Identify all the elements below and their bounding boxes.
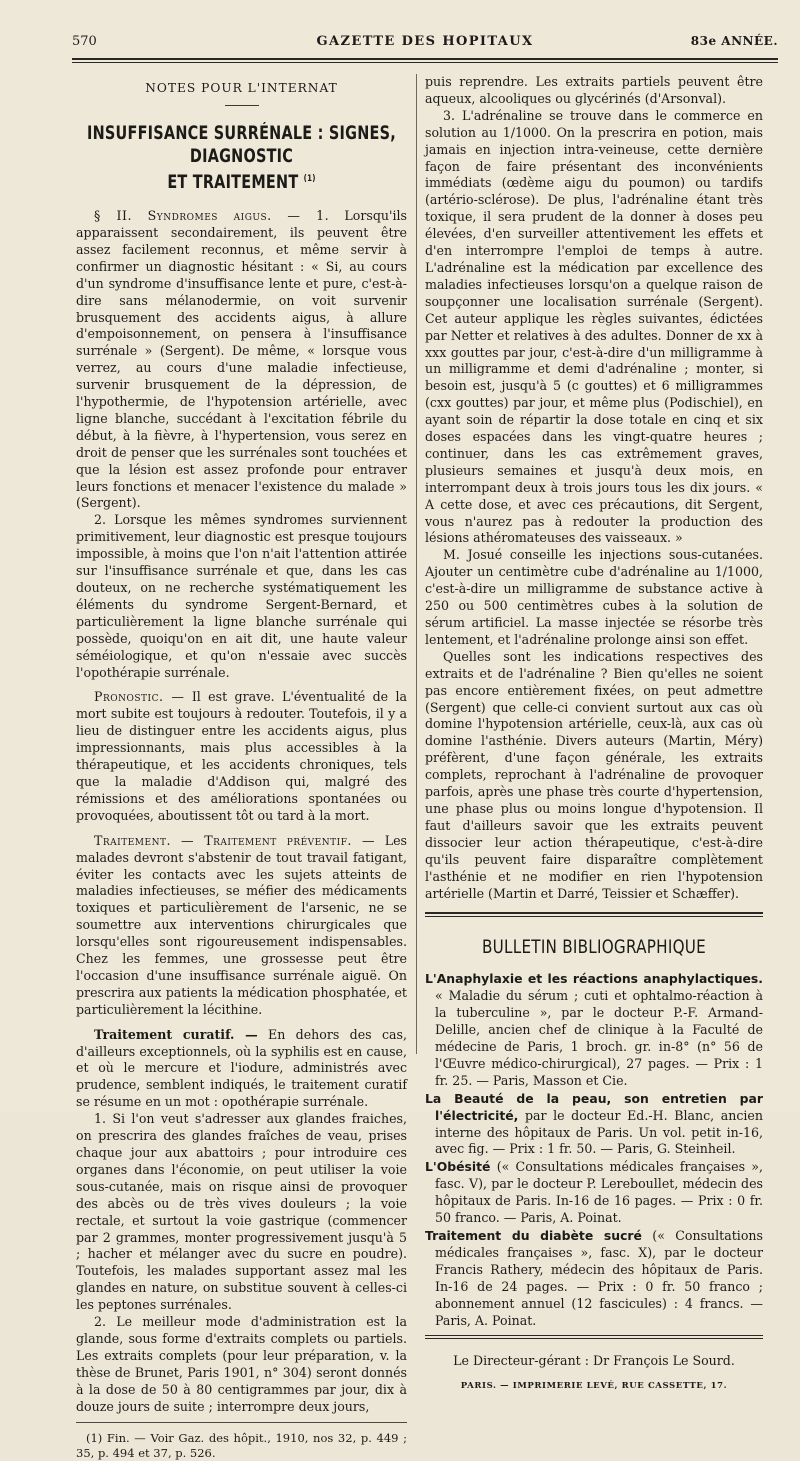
- page-number: 570: [72, 34, 97, 49]
- left-column: [76, 74, 407, 1461]
- printer-imprint: PARIS. — IMPRIMERIE LEVÉ, RUE CASSETTE, 17.: [460, 1381, 728, 1392]
- paragraph-heading: Traitement. — Traitement préventif. —: [94, 832, 376, 848]
- paragraph-continuation: puis reprendre. Les extraits partiels peuvent être aqueux, alcooliques ou glycérinés (d'Arsonval).: [425, 74, 763, 106]
- director-signature: Le Directeur-gérant : Dr François Le Sourd.: [453, 1353, 735, 1369]
- signature-rule-thin: [425, 1338, 763, 1339]
- bib-entry-beaute: [425, 1091, 763, 1159]
- bib-entry-title: L'Obésité: [425, 1159, 491, 1175]
- paragraph-traitement-curatif: [76, 1027, 407, 1112]
- page-header: [72, 32, 778, 54]
- paragraph-adrenaline: 3. L'adrénaline se trouve dans le commerce en solution au 1/1000. On la prescrira en potion, mais jamais en injection intra-veineuse, cette dernière façon de faire présentant des inconvénients immédiats (œdème aigu du poumon) ou tardifs (artério-sclérose). De plus, l'adrénaline étant très toxique, il sera prudent de la donner à doses peu élevées, d'en surveiller attentivement les effets et d'en interrompre l'emploi de temps à autre. L'adrénaline est la médication par excellence des maladies infectieuses lorsqu'on a quelque raison de soupçonner une localisation surrénale (Sergent). Cet auteur applique les règles suivantes, édictées par Netter et relatives à des adultes. Donner de xx à xxx gouttes par jour, c'est-à-dire d'un milligramme à un milligramme et demi d'adrénaline ; monter, si besoin est, jusqu'à 5 (c gouttes) et 6 milligrammes (cxx gouttes) par jour, et même plus (Podischiel), en ayant soin de répartir la dose totale en cinq et six doses espacées dans les vingt-quatre heures ; continuer, dans les cas extrêmement graves, plusieurs semaines et jusqu'à deux mois, en interrompant deux à trois jours tous les dix jours. « A cette dose, et avec ces précautions, dit Sergent, vous n'aurez pas à redouter la production des lésions athéromateuses des vaisseaux. »: [425, 107, 763, 546]
- bib-entry-title: La Beauté de la peau, son entretien par l'électricité,: [425, 1090, 763, 1123]
- bib-entry-text: « Maladie du sérum ; cuti et ophtalmo-réaction à la tuberculine », par le docteur P.-F. Armand-Delille, ancien chef de clinique à la Faculté de médecine de Paris, 1 broch. gr. in-8° (n° 56 de l'Œuvre médico-chirurgical), 27 pages. — Prix : 1 fr. 25. — Paris, Masson et Cie.: [435, 988, 763, 1088]
- header-rule: [72, 58, 778, 60]
- signature-rule: [425, 1335, 763, 1336]
- paragraph-glandes-fraiches: 1. Si l'on veut s'adresser aux glandes fraiches, on prescrira des glandes fraîches de veau, prises chaque jour aux abattoirs ; pour introduire ces organes dans l'économie, on peut utiliser la voie sous-cutanée, mais on risque ainsi de provoquer des abcès ou de très vives douleurs ; la voie rectale, et surtout la voie gastrique (commencer par 2 grammes, monter progressivement jusqu'à 5 ; hacher et mélanger avec du sucre en poudre). Toutefois, les malades supportant assez mal les glandes en nature, on substitue souvent à celles-ci les peptones surrénales.: [76, 1111, 407, 1313]
- bib-entry-text: (« Consultations médicales françaises », fasc. V), par le docteur P. Lereboullet, médecin des hôpitaux de Paris. In-16 de 16 pages. — Prix : 0 fr. 50 franco. — Paris, A. Poinat.: [435, 1159, 763, 1226]
- paragraph-heading: Pronostic. —: [94, 689, 185, 705]
- header-rule-thin: [72, 62, 778, 63]
- paragraph-traitement-preventif: [76, 833, 407, 1019]
- paragraph-josue: M. Josué conseille les injections sous-cutanées. Ajouter un centimètre cube d'adrénaline au 1/1000, c'est-à-dire un milligramme de substance active à 250 ou 500 centimètres cubes à la solution de sérum artificiel. La masse injectée se résorbe très lentement, et l'adrénaline prolonge ainsi son effet.: [425, 547, 763, 647]
- footnote: (1) Fin. — Voir Gaz. des hôpit., 1910, nos 32, p. 449 ; 35, p. 494 et 37, p. 526.: [76, 1430, 407, 1460]
- journal-title: GAZETTE DES HOPITAUX: [316, 34, 534, 49]
- column-divider: [416, 74, 417, 1054]
- year-label: 83e ANNÉE.: [690, 34, 778, 48]
- paragraph-indications: Quelles sont les indications respectives des extraits et de l'adrénaline ? Bien qu'elles ne soient pas encore entièrement fixées, on peut admettre (Sergent) que celle-ci convient surtout aux cas où domine l'hypotension artérielle, ceux-là, aux cas où domine l'asthénie. Divers auteurs (Martin, Méry) préfèrent, d'une façon générale, les extraits complets, reprochant à l'adrénaline de provoquer parfois, après une phase très courte d'hypertension, une phase plus ou moins longue d'hypotension. Il faut d'ailleurs savoir que les extraits peuvent dissocier leur action thérapeutique, c'est-à-dire qu'ils peuvent faire disparaître complètement l'asthénie et ne modifier en rien l'hypotension artérielle (Martin et Darré, Teissier et Schæffer).: [425, 648, 763, 901]
- title-footnote-marker: (1): [303, 173, 316, 184]
- bib-entry-title: L'Anaphylaxie et les réactions anaphylactiques.: [425, 971, 763, 987]
- right-column: [425, 74, 763, 1395]
- paragraph-text: Les malades devront s'abstenir de tout travail fatigant, éviter les contacts avec les sujets atteints de maladies infectieuses, se méfier des médicaments toxiques et particulièrement de l'arsenic, ne se soumettre aux interventions chirurgicales que lorsqu'elles sont rigoureusement indispensables. Chez les femmes, une grossesse peut être l'occasion d'une insuffisance surrénale aiguë. On prescrira aux patients la médication phosphatée, et particulièrement la lécithine.: [76, 832, 407, 1017]
- paragraph-extraits: 2. Le meilleur mode d'administration est la glande, sous forme d'extraits complets ou partiels. Les extraits complets (pour leur préparation, v. la thèse de Brunet, Paris 1901, n° 304) seront donnés à la dose de 50 à 80 centigrammes par jour, dix à douze jours de suite ; interrompre deux jours,: [76, 1314, 407, 1414]
- bib-entry-text: (« Consultations médicales françaises », fasc. X), par le docteur Francis Rathery, médecin des hôpitaux de Paris. In-16 de 24 pages. — Prix : 0 fr. 50 franco ; abonnement annuel (12 fascicules) : 4 francs. — Paris, A. Poinat.: [435, 1228, 763, 1328]
- paragraph-text: Lorsqu'ils apparaissent secondairement, ils peuvent être assez facilement reconnus, et même servir à confirmer un diagnostic hésitant : « Si, au cours d'un syndrome d'insuffisance lente et pure, c'est-à-dire sans mélanodermie, on voit survenir brusquement des accidents aigus, à allure d'empoisonnement, on pensera à l'insuffisance surrénale » (Sergent). De même, « lorsque vous verrez, au cours d'une maladie infectieuse, survenir brusquement de la dépression, de l'hypothermie, de l'hypotension artérielle, avec ligne blanche, succédant à l'excitation fébrile du début, à la fièvre, à l'hypertension, vous serez en droit de penser que les surrénales sont touchées et que la lésion est assez profonde pour entraver leurs fonctions et menacer l'existence du malade » (Sergent).: [76, 208, 407, 511]
- article-title: [81, 122, 402, 194]
- bib-entry-diabete: [425, 1228, 763, 1329]
- article-title-line1: INSUFFISANCE SURRÉNALE : SIGNES, DIAGNOSTIC: [87, 122, 396, 167]
- section-double-rule: [425, 912, 763, 917]
- bib-entry-text: par le docteur Ed.-H. Blanc, ancien interne des hôpitaux de Paris. Un vol. petit in-16, avec fig. — Prix : 1 fr. 50. — Paris, G. Steinheil.: [435, 1107, 763, 1157]
- paragraph-primitive: 2. Lorsque les mêmes syndromes surviennent primitivement, leur diagnostic est presque toujours impossible, à moins que l'on n'ait l'attention attirée sur l'insuffisance surrénale et que, dans les cas douteux, on ne recherche systématiquement les éléments du syndrome Sergent-Bernard, et particulièrement la ligne blanche surrénale qui possède, quoiqu'on en ait dit, une haute valeur séméiologique, et qu'on n'essaie avec succès l'opothérapie surrénale.: [76, 512, 407, 680]
- paragraph-text: Il est grave. L'éventualité de la mort subite est toujours à redouter. Toutefois, il y a lieu de distinguer entre les accidents aigus, plus impressionnants, mais plus accessibles à la thérapeutique, et les accidents chroniques, tels que la maladie d'Addison qui, malgré des rémissions et des améliorations spontanées ou provoquées, aboutissent tôt ou tard à la mort.: [76, 689, 407, 823]
- bulletin-title: BULLETIN BIBLIOGRAPHIQUE: [482, 936, 706, 959]
- paragraph-text: En dehors des cas, d'ailleurs exceptionnels, où la syphilis est en cause, et où le mercure et l'iodure, administrés avec prudence, semblent indiqués, le traitement curatif se résume en un mot : opothérapie surrénale.: [76, 1026, 407, 1110]
- footnote-rule: [76, 1422, 407, 1423]
- paragraph-heading: Traitement curatif. —: [94, 1026, 258, 1042]
- bib-entry-anaphylaxie: [425, 971, 763, 1089]
- bib-entry-title: Traitement du diabète sucré: [425, 1228, 642, 1243]
- bib-entry-obesite: [425, 1159, 763, 1227]
- kicker-rule: [225, 105, 259, 106]
- article-title-line2: ET TRAITEMENT: [167, 172, 299, 194]
- paragraph-heading: § II. Syndromes aigus. — 1.: [94, 208, 330, 224]
- paragraph-pronostic: [76, 689, 407, 824]
- section-kicker: NOTES POUR L'INTERNAT: [145, 81, 338, 95]
- paragraph-syndromes-aigus: [76, 208, 407, 512]
